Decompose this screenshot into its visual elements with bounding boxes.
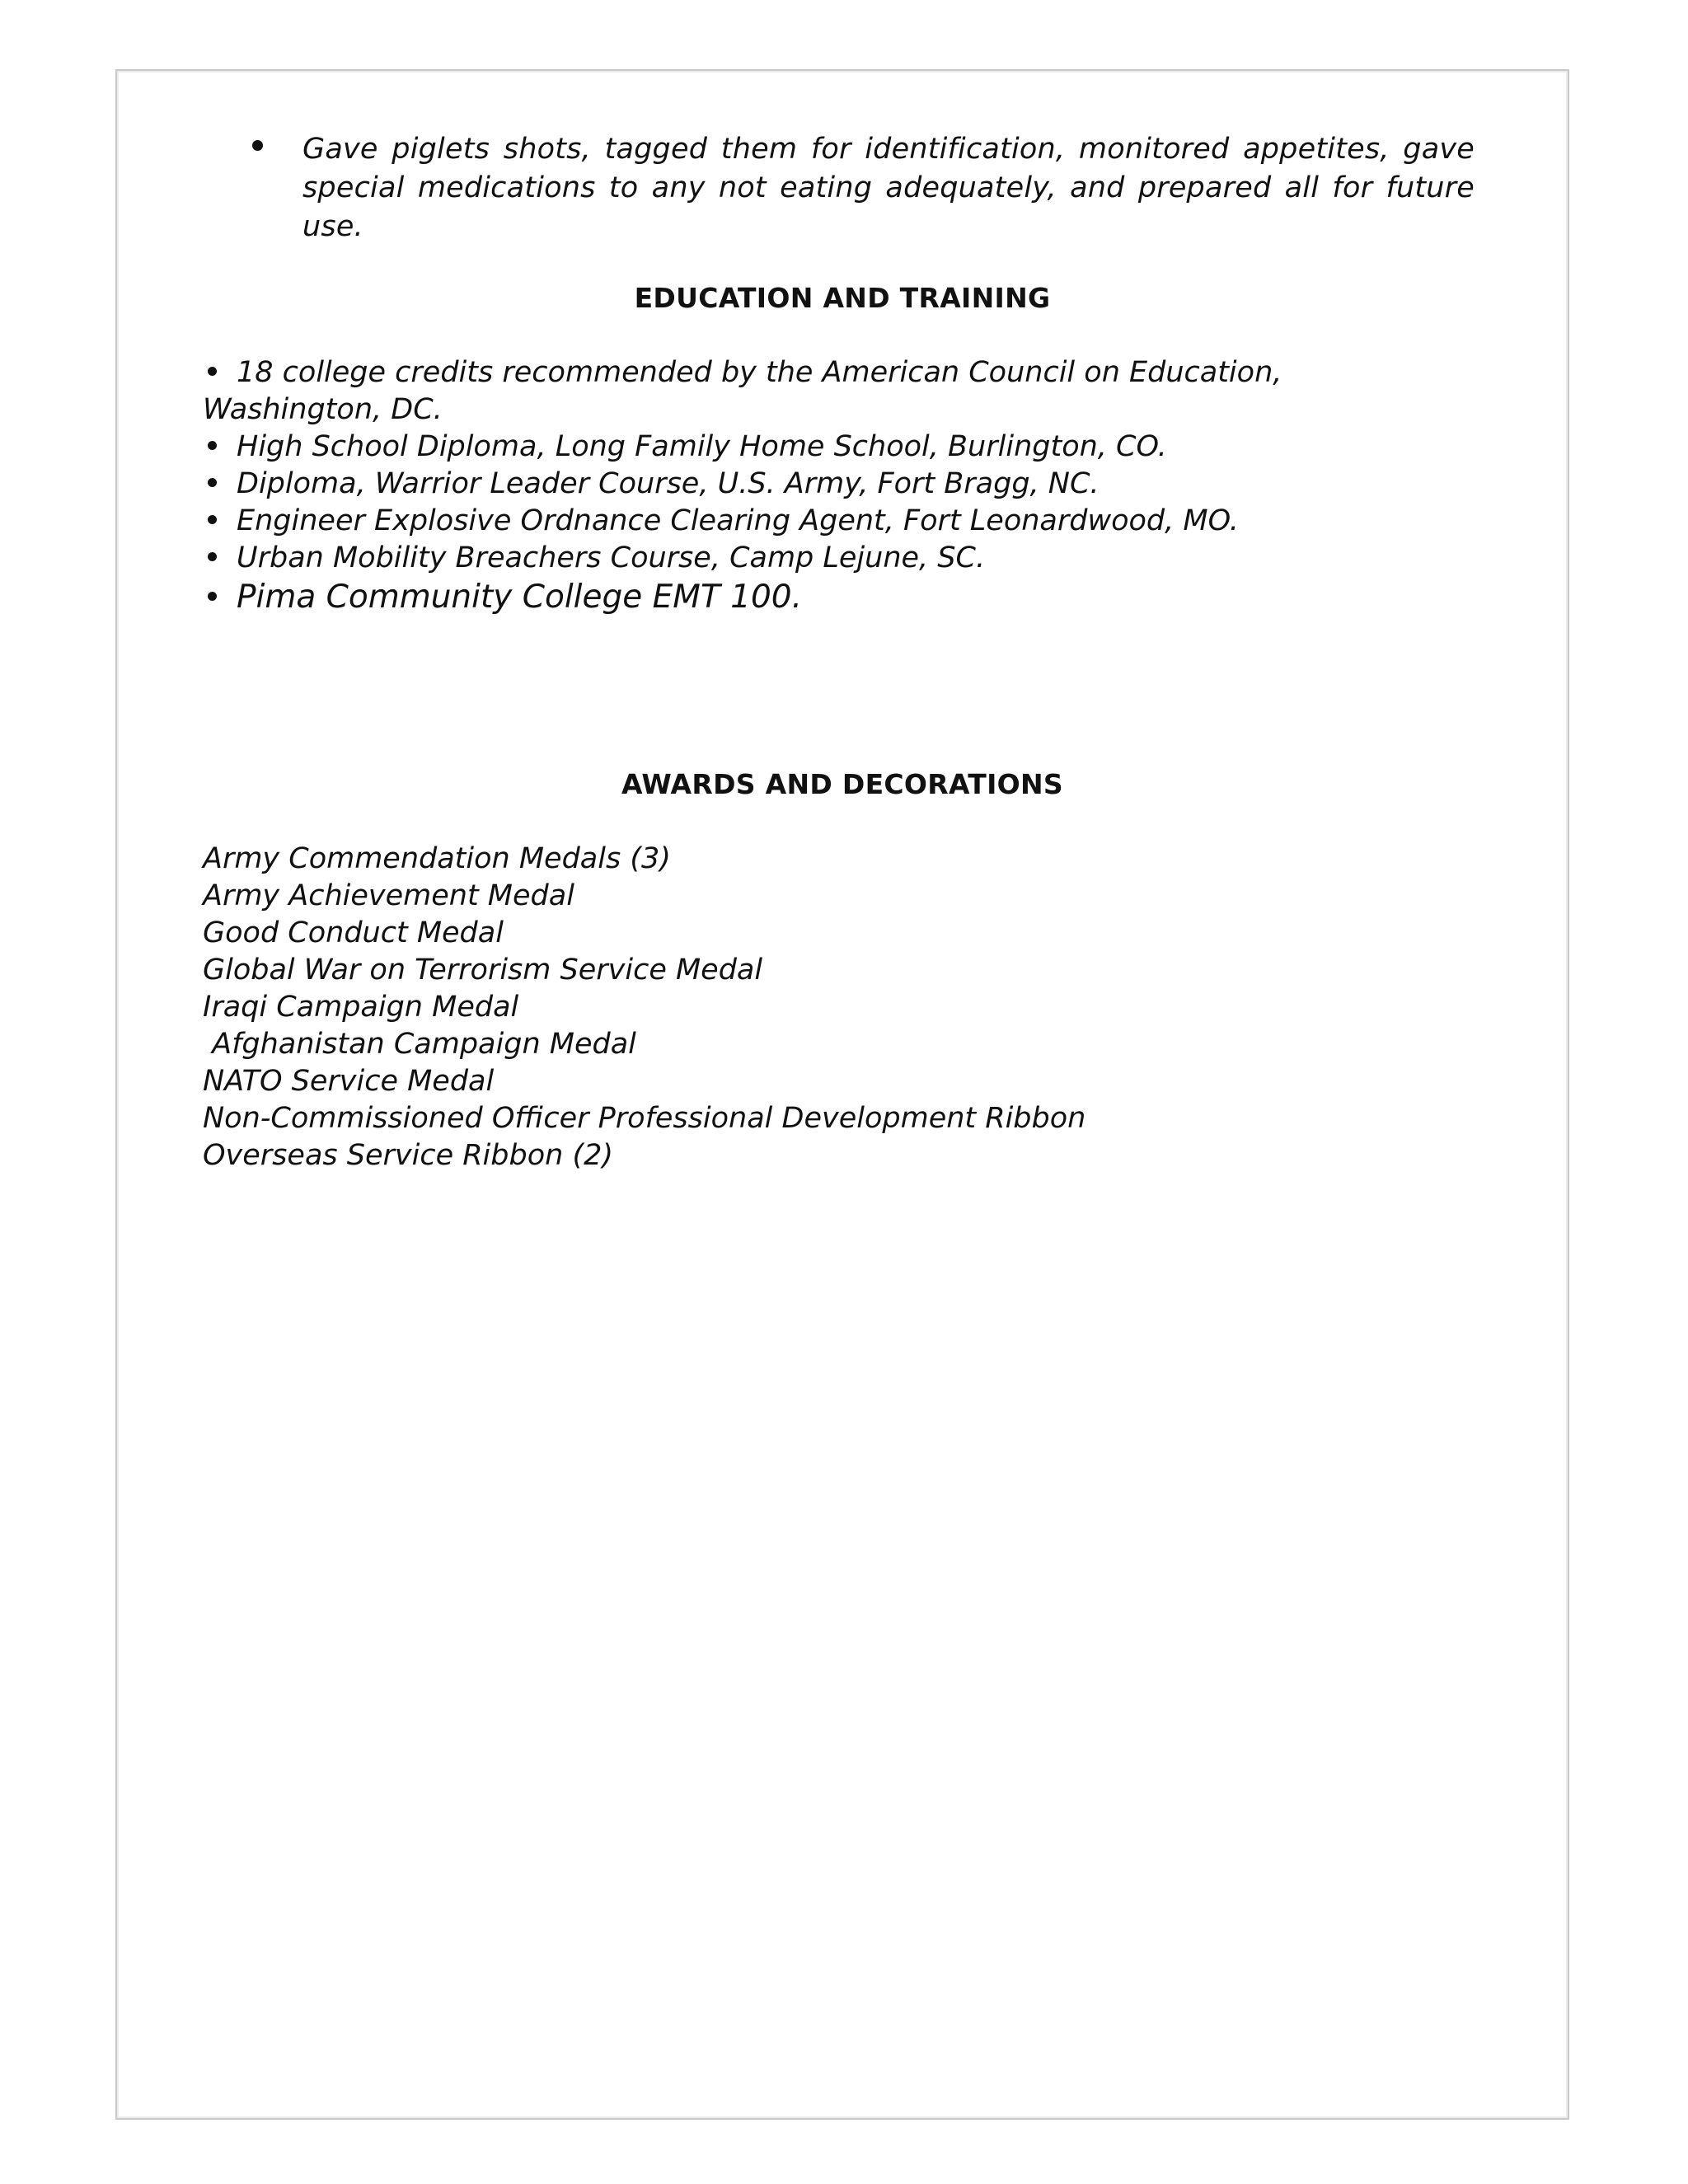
list-item: Good Conduct Medal: [203, 916, 504, 949]
list-item: [203, 577, 1522, 618]
education-item-text: Engineer Explosive Ordnance Clearing Agent, Fort Leonardwood, MO.: [237, 504, 1239, 537]
list-item: [203, 354, 1522, 391]
list-item: NATO Service Medal: [203, 1065, 495, 1098]
list-item: Overseas Service Ribbon (2): [203, 1139, 614, 1172]
list-item: [203, 503, 1522, 540]
education-item-text: Urban Mobility Breachers Course, Camp Lejune, SC.: [237, 541, 986, 574]
list-item: Global War on Terrorism Service Medal: [203, 954, 763, 987]
list-item: Iraqi Campaign Medal: [203, 991, 519, 1024]
education-item-text: High School Diploma, Long Family Home School, Burlington, CO.: [237, 430, 1167, 463]
awards-list: [203, 841, 1522, 1174]
list-item: [203, 466, 1522, 503]
bullet-dot-icon: [208, 592, 217, 601]
education-heading: EDUCATION AND TRAINING: [634, 282, 1051, 314]
list-item: Army Commendation Medals (3): [203, 842, 671, 875]
bullet-dot-icon: [208, 515, 217, 524]
list-item: [203, 540, 1522, 577]
bullet-dot-icon: [252, 140, 263, 151]
list-item: Army Achievement Medal: [203, 879, 574, 912]
bullet-dot-icon: [208, 441, 217, 450]
education-list: [203, 354, 1522, 618]
education-item-text: 18 college credits recommended by the American Council on Education,: [237, 356, 1282, 389]
list-item: Non-Commissioned Officer Professional Development Ribbon: [203, 1102, 1086, 1135]
awards-heading: AWARDS AND DECORATIONS: [621, 768, 1064, 800]
bullet-dot-icon: [208, 367, 217, 376]
education-item-continuation-text: Washington, DC.: [203, 393, 443, 426]
experience-bullet-text: Gave piglets shots, tagged them for identification, monitored appetites, gave special medications to any not eating adequately, and prepared all for future use.: [302, 133, 1475, 243]
education-item-text: Diploma, Warrior Leader Course, U.S. Army, Fort Bragg, NC.: [237, 467, 1100, 500]
education-item-text: Pima Community College EMT 100.: [237, 579, 803, 616]
bullet-dot-icon: [208, 552, 217, 561]
list-item: Afghanistan Campaign Medal: [203, 1028, 636, 1061]
bullet-dot-icon: [208, 478, 217, 487]
list-item-continuation: [203, 391, 1522, 429]
list-item: [203, 429, 1522, 466]
